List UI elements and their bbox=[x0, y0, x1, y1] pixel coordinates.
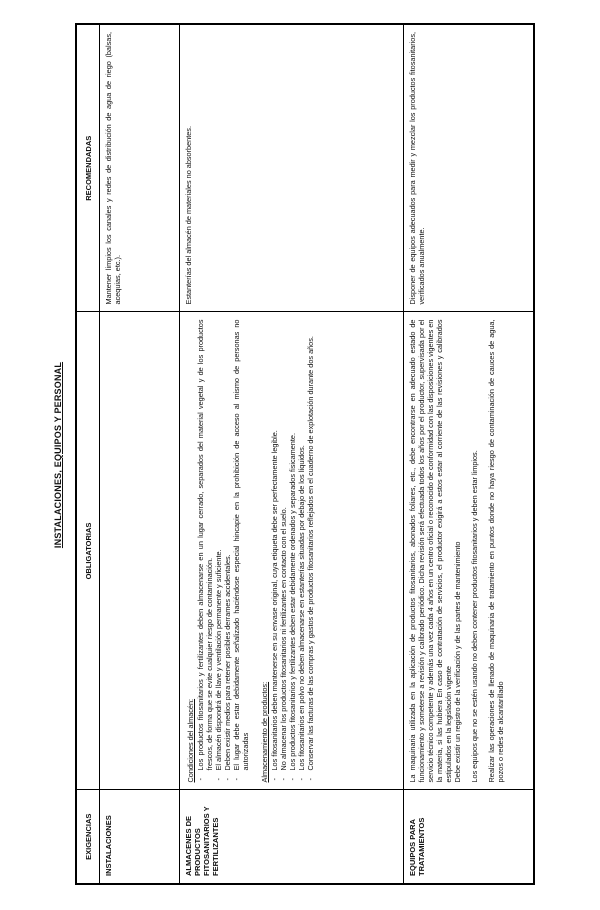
row-instalaciones bbox=[100, 24, 180, 884]
obligatorias-instalaciones bbox=[100, 312, 180, 790]
list-item: - Los fitosanitarios en polvo no deben almacenarse en estanterías situadas por debajo de los líquidos. bbox=[297, 320, 306, 783]
subheading-condiciones: Condiciones del almacén: bbox=[186, 698, 195, 783]
obligatorias-almacenes bbox=[180, 312, 404, 790]
row-equipos bbox=[404, 24, 535, 884]
paragraph: Los equipos que no se estén usando no deben contener productos fitosanitarios y deben estar limpios. bbox=[470, 450, 479, 783]
header-row bbox=[76, 24, 100, 884]
req-label: ALMACENES DE PRODUCTOS FITOSANITARIOS Y FERTILIZANTES bbox=[184, 806, 220, 876]
requirements-table bbox=[75, 23, 535, 885]
header-exigencias: EXIGENCIAS bbox=[76, 790, 100, 884]
rec-text: Mantener limpios los canales y redes de distribución de agua de riego (balsas, acequias, etc.). bbox=[104, 32, 122, 305]
req-instalaciones bbox=[100, 790, 180, 884]
req-equipos bbox=[404, 790, 535, 884]
recomendadas-almacenes bbox=[180, 24, 404, 312]
rec-text: Disponer de equipos adecuados para medir y mezclar los productos fitosanitarios, verificados anualmente. bbox=[408, 32, 426, 305]
recomendadas-instalaciones bbox=[100, 24, 180, 312]
req-almacenes bbox=[180, 790, 404, 884]
list-item: - Deben existir medios para retener posibles derrames accidentales. bbox=[223, 320, 232, 783]
paragraph: Realizar las operaciones de llenado de maquinaria de tratamiento en puntos donde no haya riesgo de contaminación de cauces de agua, pozos o redes de alcantarillado bbox=[487, 319, 505, 783]
header-obligatorias: OBLIGATORIAS bbox=[76, 312, 100, 790]
subheading-almacenamiento: Almacenamiento de productos: bbox=[260, 681, 269, 783]
paragraph: Debe existir un registro de la verificación y de las partes de mantenimiento bbox=[453, 541, 462, 783]
rotated-page bbox=[53, 25, 535, 885]
list-item: - Conservar las facturas de las compras y gastos de productos fitosanitarios reflejados en el cuaderno de explotación durante dos años. bbox=[306, 320, 315, 783]
req-label: INSTALACIONES bbox=[104, 815, 113, 876]
list-condiciones bbox=[196, 320, 250, 783]
list-item: - El lugar debe estar debidamente señalizado haciéndose especial hincapie en la prohibición de acceso al mismo de personas no autorizadas bbox=[232, 320, 250, 783]
list-item: - No almacenar los productos fitosanitarios ni fertilizantes en contacto con el suelo. bbox=[279, 320, 288, 783]
list-item: - Los productos fitosanitarios y fertilizantes deben estar debidamente ordenados y separados fisicamente. bbox=[288, 320, 297, 783]
obligatorias-equipos bbox=[404, 312, 535, 790]
list-almacenamiento bbox=[270, 320, 315, 783]
list-item: - Los productos fitosanitarios y fertilizantes deben almacenarse en un lugar cerrado, separados del material vegetal y de los productos frescos, de forma que se evite cualquier riesgo de contaminación. bbox=[196, 320, 214, 783]
list-item: - El almacén dispondrá de llave y ventilación permanente y suficiente. bbox=[214, 320, 223, 783]
header-recomendadas: RECOMENDADAS bbox=[76, 24, 100, 312]
row-almacenes bbox=[180, 24, 404, 884]
req-label: EQUIPOS PARA TRATAMIENTOS bbox=[408, 817, 426, 876]
rec-text: Estanterías del almacén de materiales no absorbentes. bbox=[184, 126, 193, 305]
page-title: INSTALACIONES, EQUIPOS Y PERSONAL bbox=[53, 361, 63, 549]
list-item: - Los fitosanitarios deben mantenerse en su envase original, cuya etiqueta debe ser perfectamente legible. bbox=[270, 320, 279, 783]
recomendadas-equipos bbox=[404, 24, 535, 312]
paragraph: La maquinaria utilizada en la aplicación de productos fitosanitarios, abonados foliares, etc., debe encontrarse en adecuado estado de funcionamiento y someterse a revisión y calibrado periódico. Dicha revisión será efectuada todos los años por el productor, supervisada por el servicio técnico competente y además una vez cada 4 años en un centro oficial o reconocido de conformidad con las disposiciones vigentes en la materia, si las hubiera En caso de contratación de servicios, el productor exigirá a estos estar al corriente de las revisiones y calibrados estipulados en la legislación vigente bbox=[408, 319, 453, 783]
